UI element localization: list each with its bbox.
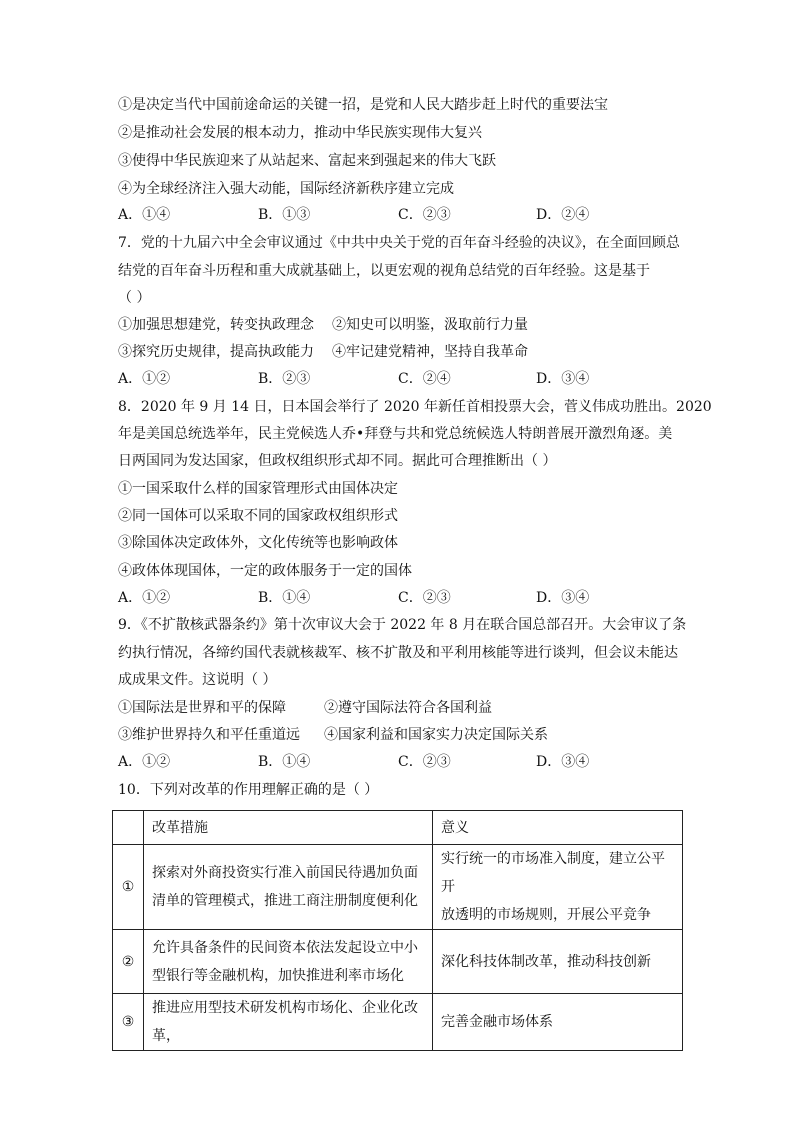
meaning-cell bbox=[433, 845, 683, 930]
q7-item-2: ②知史可以明鉴，汲取前行力量 bbox=[332, 317, 528, 333]
option-b: B．①④ bbox=[258, 590, 311, 606]
row-num: ② bbox=[113, 930, 144, 994]
q8-item-4: ④政体体现国体，一定的政体服务于一定的国体 bbox=[118, 563, 412, 579]
q7-options bbox=[118, 369, 678, 389]
q8-stem-line-2: 年是美国总统选举年，民主党候选人乔•拜登与共和党总统候选人特朗普展开激烈角逐。美 bbox=[118, 426, 673, 442]
q7-item-3: ③探究历史规律，提高执政能力 bbox=[118, 344, 314, 360]
q7-stem-line-3: （ ） bbox=[118, 290, 151, 306]
option-d: D．③④ bbox=[536, 590, 590, 606]
row-num: ① bbox=[113, 845, 144, 930]
measure-line: 探索对外商投资实行准入前国民待遇加负面 bbox=[152, 865, 418, 881]
option-a: A．①② bbox=[118, 371, 171, 387]
q9-stem-line-2: 约执行情况，各缔约国代表就核裁军、核不扩散及和平利用核能等进行谈判，但会议未能达 bbox=[118, 645, 678, 661]
option-b: B．①④ bbox=[258, 754, 311, 770]
q6-item-3: ③使得中华民族迎来了从站起来、富起来到强起来的伟大飞跃 bbox=[118, 153, 496, 169]
q8-item-1: ①一国采取什么样的国家管理形式由国体决定 bbox=[118, 481, 398, 497]
table-row bbox=[113, 930, 683, 994]
option-d: D．③④ bbox=[536, 371, 590, 387]
option-c: C．②③ bbox=[398, 207, 451, 223]
meaning-cell bbox=[433, 930, 683, 994]
option-c: C．②③ bbox=[398, 590, 451, 606]
row-num: ③ bbox=[113, 994, 144, 1051]
meaning-line: 深化科技体制改革，推动科技创新 bbox=[441, 953, 651, 970]
option-a: A．①② bbox=[118, 590, 171, 606]
q6-item-1: ①是决定当代中国前途命运的关键一招，是党和人民大踏步赶上时代的重要法宝 bbox=[118, 97, 608, 113]
table-row bbox=[113, 994, 683, 1051]
q9-stem-line-1: 9．《不扩散核武器条约》第十次审议大会于 2022 年 8 月在联合国总部召开。大会审议了条 bbox=[118, 617, 687, 633]
table-header-num bbox=[113, 811, 144, 845]
q7-item-4: ④牢记建党精神，坚持自我革命 bbox=[332, 344, 528, 360]
table-header-measure: 改革措施 bbox=[144, 811, 433, 845]
q9-options bbox=[118, 752, 678, 772]
q8-item-2: ②同一国体可以采取不同的国家政权组织形式 bbox=[118, 508, 398, 524]
meaning-line: 实行统一的市场准入制度，建立公平开 bbox=[441, 851, 665, 895]
option-c: C．②④ bbox=[398, 371, 451, 387]
option-a: A．①④ bbox=[118, 207, 171, 223]
meaning-line: 完善金融市场体系 bbox=[441, 1014, 553, 1030]
measure-line: 允许具备条件的民间资本依法发起设立中小 bbox=[152, 939, 418, 956]
q7-stem-line-1: 7．党的十九届六中全会审议通过《中共中央关于党的百年奋斗经验的决议》，在全面回顾总 bbox=[118, 235, 680, 251]
table-header-row bbox=[113, 811, 683, 845]
option-d: D．③④ bbox=[536, 754, 590, 770]
q10-stem: 10．下列对改革的作用理解正确的是（ ） bbox=[118, 782, 379, 798]
q7-item-1: ①加强思想建党，转变执政理念 bbox=[118, 317, 314, 333]
q8-stem-line-3: 日两国同为发达国家，但政权组织形式却不同。据此可合理推断出（ ） bbox=[118, 453, 557, 469]
q9-item-1: ①国际法是世界和平的保障 bbox=[118, 700, 286, 716]
q9-item-3: ③维护世界持久和平任重道远 bbox=[118, 727, 300, 743]
option-b: B．①③ bbox=[258, 207, 311, 223]
option-b: B．②③ bbox=[258, 371, 311, 387]
q9-item-2: ②遵守国际法符合各国利益 bbox=[324, 700, 492, 716]
reform-table bbox=[112, 810, 683, 1051]
measure-cell bbox=[144, 845, 433, 930]
meaning-cell bbox=[433, 994, 683, 1051]
q8-item-3: ③除国体决定政体外，文化传统等也影响政体 bbox=[118, 535, 398, 551]
measure-line: 推进应用型技术研发机构市场化、企业化改革， bbox=[152, 1000, 418, 1044]
table-header-meaning: 意义 bbox=[433, 811, 683, 845]
q6-item-2: ②是推动社会发展的根本动力，推动中华民族实现伟大复兴 bbox=[118, 125, 482, 141]
measure-line: 清单的管理模式，推进工商注册制度便利化 bbox=[152, 893, 418, 909]
q7-stem-line-2: 结党的百年奋斗历程和重大成就基础上，以更宏观的视角总结党的百年经验。这是基于 bbox=[118, 263, 650, 279]
q9-item-4: ④国家利益和国家实力决定国际关系 bbox=[324, 727, 548, 743]
measure-cell bbox=[144, 930, 433, 994]
option-c: C．②③ bbox=[398, 754, 451, 770]
measure-cell bbox=[144, 994, 433, 1051]
q9-stem-line-3: 成成果文件。这说明（ ） bbox=[118, 672, 277, 688]
measure-line: 型银行等金融机构，加快推进利率市场化 bbox=[152, 967, 404, 984]
q6-item-4: ④为全球经济注入强大动能，国际经济新秩序建立完成 bbox=[118, 181, 454, 197]
q6-options bbox=[118, 205, 678, 225]
q8-stem-line-1: 8．2020 年 9 月 14 日，日本国会举行了 2020 年新任首相投票大会，菅义伟成功胜出。2020 bbox=[118, 399, 712, 415]
q8-options bbox=[118, 588, 678, 608]
option-a: A．①② bbox=[118, 754, 171, 770]
meaning-line: 放透明的市场规则，开展公平竞争 bbox=[441, 907, 651, 923]
table-row bbox=[113, 845, 683, 930]
option-d: D．②④ bbox=[536, 207, 590, 223]
